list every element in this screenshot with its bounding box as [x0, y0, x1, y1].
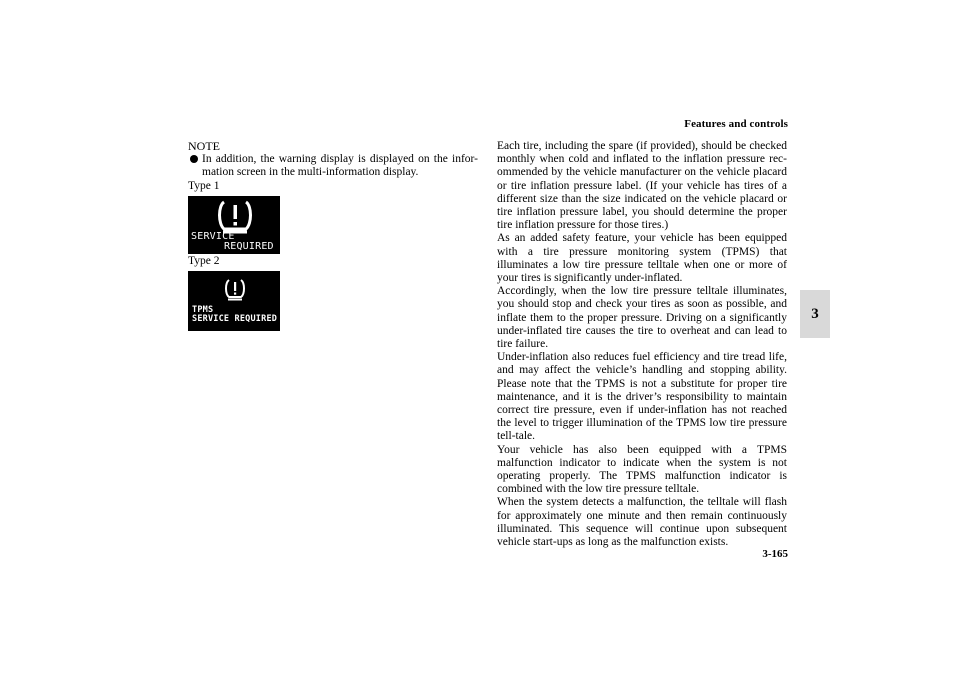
note-item — [188, 153, 478, 179]
display-line-1: SERVICE — [191, 231, 235, 243]
paragraph: Under-inflation also reduces fuel efficiency and tire tread life, and may affect the vehicle’s handling and stopping ability. Please note that the TPMS is not a substitute for proper tire maintenance, and it is the driver’s responsibility to maintain correct tire pressure, even if under-inflation has not reached the level to trigger illumination of the TPMS low tire pressure tell-tale. — [497, 351, 787, 443]
note-item-text: In addition, the warning display is displayed on the infor-mation screen in the multi-information display. — [202, 153, 478, 179]
chapter-tab[interactable] — [800, 290, 830, 338]
type-2-label: Type 2 — [188, 255, 220, 268]
note-section — [188, 140, 478, 331]
bullet-icon — [190, 155, 198, 163]
display-line-2: SERVICE REQUIRED — [192, 314, 278, 325]
chapter-tab-label: 3 — [811, 305, 819, 322]
body-text — [497, 140, 787, 549]
paragraph: Accordingly, when the low tire pressure telltale illuminates, you should stop and check your tires as soon as possible, and inflate them to the proper pressure. Driving on a significantly under-inflated tire causes the tire to overheat and can lead to tire failure. — [497, 285, 787, 351]
tpms-warning-display-type-2 — [188, 271, 280, 331]
page-number: 3-165 — [762, 548, 788, 560]
page-header-title: Features and controls — [684, 118, 788, 130]
tpms-warning-display-type-1 — [188, 196, 280, 254]
display-line-1: TPMS — [192, 305, 214, 316]
type-1-label: Type 1 — [188, 180, 220, 193]
paragraph: Your vehicle has also been equipped with a TPMS malfunction indicator to indicate when the system is not operating properly. The TPMS malfunction indicator is combined with the low tire pressure telltale. — [497, 443, 787, 496]
paragraph: Each tire, including the spare (if provided), should be checked monthly when cold and inflated to the inflation pressure rec-ommended by the vehicle manufacturer on the vehicle placard or tire inflation pressure label. (If your vehicle has tires of a different size than the size indicated on the vehicle placard or tire inflation pressure label, you should determine the proper tire inflation pressure for those tires.) — [497, 140, 787, 232]
display-line-2: REQUIRED — [224, 241, 274, 253]
paragraph: When the system detects a malfunction, the telltale will flash for approximately one minute and then remain continuously illuminated. This sequence will continue upon subsequent vehicle start-ups as long as the malfunction exists. — [497, 496, 787, 549]
paragraph: As an added safety feature, your vehicle has been equipped with a tire pressure monitoring system (TPMS) that illuminates a low tire pressure telltale when one or more of your tires is significantly under-inflated. — [497, 232, 787, 285]
note-title: NOTE — [188, 139, 220, 153]
